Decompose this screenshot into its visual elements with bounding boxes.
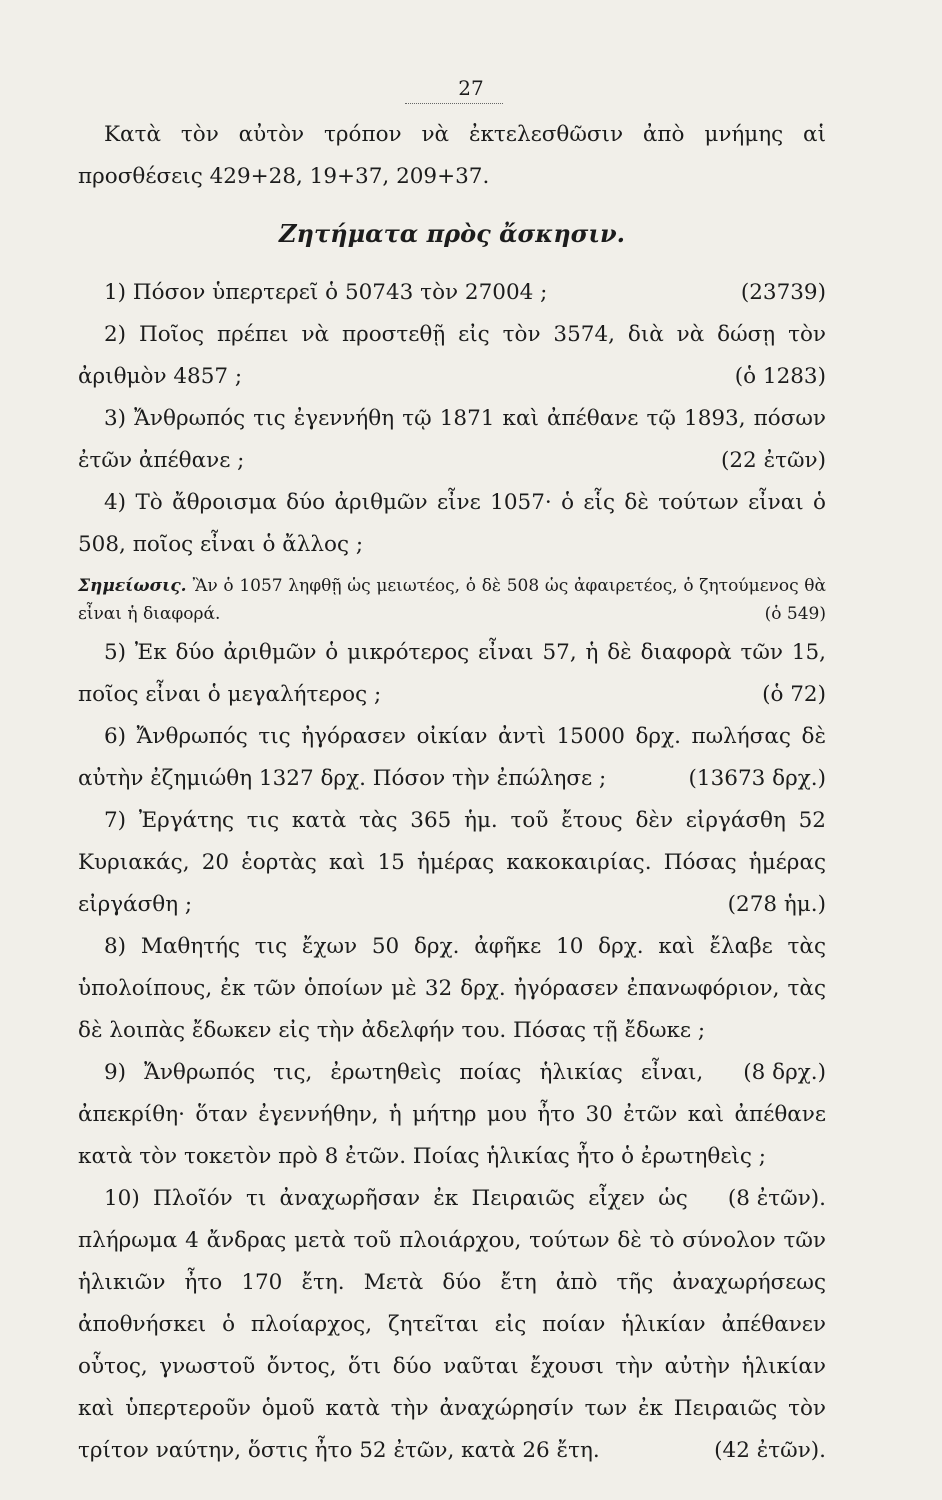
problem-3 [78,398,826,482]
problem-4 [78,482,826,566]
problem-2 [78,314,826,398]
problem-text: 8) Μαθητής τις ἔχων 50 δρχ. ἀφῆκε 10 δρχ. καὶ ἔλαβε τὰς ὑπολοίπους, ἐκ τῶν ὁποίων μὲ 32 δρχ. ἠγόρασεν ἐπανωφόριον, τὰς δὲ λοιπὰς ἔδωκεν εἰς τὴν ἀδελφήν του. Πόσας τῇ ἔδωκε ; [78,934,826,1043]
problem-8 [78,926,826,1085]
answer-2: (ὁ 1283) [734,364,826,389]
note [78,572,826,628]
answer-10: (42 ἐτῶν). [714,1438,826,1463]
header-rule [405,103,503,104]
problem-10 [78,1178,826,1472]
note-text: Ἂν ὁ 1057 ληφθῇ ὡς μειωτέος, ὁ δὲ 508 ὡς ἀφαιρετέος, ὁ ζητούμενος θὰ εἶναι ἡ διαφορά. [78,576,826,624]
problem-text: 7) Ἐργάτης τις κατὰ τὰς 365 ἡμ. τοῦ ἔτους δὲν εἰργάσθη 52 Κυριακάς, 20 ἑορτὰς καὶ 15 ἡμέρας κακοκαιρίας. Πόσας ἡμέρας εἰργάσθη ; [78,808,826,917]
problem-text: 4) Τὸ ἄθροισμα δύο ἀριθμῶν εἶνε 1057· ὁ εἷς δὲ τούτων εἶναι ὁ 508, ποῖος εἶναι ὁ ἄλλος ; [78,490,826,557]
problem-6 [78,716,826,800]
page-content [78,114,826,1472]
answer-1: (23739) [740,280,826,305]
problem-text: 3) Ἄνθρωπός τις ἐγεννήθη τῷ 1871 καὶ ἀπέθανε τῷ 1893, πόσων ἐτῶν ἀπέθανε ; [78,406,826,473]
note-answer: (ὁ 549) [764,604,826,624]
problem-text: 9) Ἄνθρωπός τις, ἐρωτηθεὶς ποίας ἡλικίας εἶναι, ἀπεκρίθη· ὅταν ἐγεννήθην, ἡ μήτηρ μου ἦτο 30 ἐτῶν καὶ ἀπέθανε κατὰ τὸν τοκετὸν πρὸ 8 ἐτῶν. Ποίας ἡλικίας ἦτο ὁ ἐρωτηθεὶς ; [78,1060,826,1169]
answer-8: (8 δρχ.) [743,1060,826,1085]
note-label: Σημείωσις. [78,576,187,596]
page-number: 27 [458,76,484,100]
answer-6: (13673 δρχ.) [688,766,826,791]
problem-9 [78,1052,826,1211]
problem-1 [78,272,826,314]
answer-7: (278 ἡμ.) [727,892,826,917]
problem-text: 6) Ἄνθρωπός τις ἠγόρασεν οἰκίαν ἀντὶ 15000 δρχ. πωλήσας δὲ αὐτὴν ἐζημιώθη 1327 δρχ. Πόσον τὴν ἐπώλησε ; [78,724,826,791]
answer-3: (22 ἐτῶν) [720,448,826,473]
intro-paragraph: Κατὰ τὸν αὐτὸν τρόπον νὰ ἐκτελεσθῶσιν ἀπὸ μνήμης αἱ προσθέσεις 429+28, 19+37, 209+37. [78,122,826,189]
problem-text: 5) Ἐκ δύο ἀριθμῶν ὁ μικρότερος εἶναι 57, ἡ δὲ διαφορὰ τῶν 15, ποῖος εἶναι ὁ μεγαλήτερος ; [78,640,826,707]
answer-9: (8 ἐτῶν). [727,1186,826,1211]
section-heading: Ζητήματα πρὸς ἄσκησιν. [279,219,625,248]
problem-text: 2) Ποῖος πρέπει νὰ προστεθῇ εἰς τὸν 3574, διὰ νὰ δώσῃ τὸν ἀριθμὸν 4857 ; [78,322,826,389]
answer-5: (ὁ 72) [762,682,826,707]
problem-text: 1) Πόσον ὑπερτερεῖ ὁ 50743 τὸν 27004 ; [104,280,548,305]
problem-5 [78,632,826,716]
problem-text: 10) Πλοῖόν τι ἀναχωρῆσαν ἐκ Πειραιῶς εἶχεν ὡς πλήρωμα 4 ἄνδρας μετὰ τοῦ πλοιάρχου, τούτων δὲ τὸ σύνολον τῶν ἡλικιῶν ἦτο 170 ἔτη. Μετὰ δύο ἔτη ἀπὸ τῆς ἀναχωρήσεως ἀποθνήσκει ὁ πλοίαρχος, ζητεῖται εἰς ποίαν ἡλικίαν ἀπέθανεν οὗτος, γνωστοῦ ὄντος, ὅτι δύο ναῦται ἔχουσι τὴν αὐτὴν ἡλικίαν καὶ ὑπερτεροῦν ὁμοῦ κατὰ τὴν ἀναχώρησίν των ἐκ Πειραιῶς τὸν τρίτον ναύτην, ὅστις ἦτο 52 ἐτῶν, κατὰ 26 ἔτη. [78,1186,826,1463]
problem-7 [78,800,826,926]
